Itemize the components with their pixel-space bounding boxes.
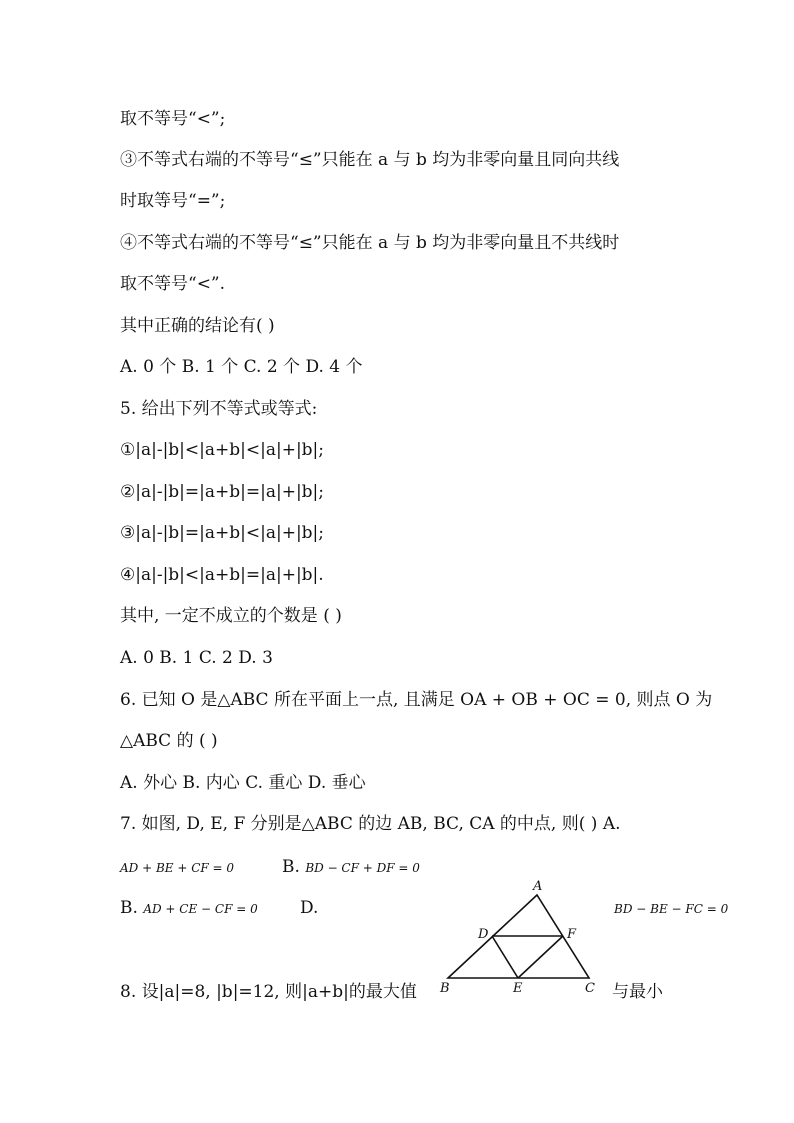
q7-option-b-expr: BD − CF + DF = 0 <box>305 861 420 875</box>
q7-option-a-expr: AD + BE + CF = 0 <box>120 861 235 875</box>
q5-options: A. 0 B. 1 C. 2 D. 3 <box>120 648 273 668</box>
q7-option-d-expr: BD − BE − FC = 0 <box>614 902 729 916</box>
q7-option-c-label: B. <box>120 898 138 918</box>
q5-question: 其中, 一定不成立的个数是 ( ) <box>120 606 342 626</box>
q7-option-b <box>282 855 420 880</box>
segment-ef <box>518 936 563 978</box>
q7-option-d-label: D. <box>300 898 319 918</box>
q5-stem: 5. 给出下列不等式或等式: <box>120 399 318 419</box>
q8-suffix: 与最小 <box>612 982 663 1002</box>
text-line-6: 其中正确的结论有( ) <box>120 316 275 336</box>
label-d: D <box>478 927 489 942</box>
q7-stem: 7. 如图, D, E, F 分别是△ABC 的边 AB, BC, CA 的中点, 则( ) A. <box>120 814 621 834</box>
label-c: C <box>585 981 595 996</box>
text-line-5: 取不等号“<”. <box>120 274 226 294</box>
label-f: F <box>567 927 577 942</box>
text-line-2: ③不等式右端的不等号“≤”只能在 a 与 b 均为非零向量且同向共线 <box>120 150 620 170</box>
q7-option-a <box>120 855 234 880</box>
q6-stem-2: △ABC 的 ( ) <box>120 731 218 751</box>
q5-item-4: ④|a|-|b|<|a+b|=|a|+|b|. <box>120 565 324 585</box>
text-line-4: ④不等式右端的不等号“≤”只能在 a 与 b 均为非零向量且不共线时 <box>120 233 620 253</box>
q7-option-b-label: B. <box>282 857 300 877</box>
label-e: E <box>513 981 523 996</box>
q7-option-c <box>120 896 258 921</box>
q7-option-c-expr: AD + CE − CF = 0 <box>143 902 258 916</box>
q5-item-2: ②|a|-|b|=|a+b|=|a|+|b|; <box>120 482 325 502</box>
q6-stem: 6. 已知 O 是△ABC 所在平面上一点, 且满足 OA + OB + OC = 0, 则点 O 为 <box>120 690 713 710</box>
q8-prefix: 8. 设|a|=8, |b|=12, 则|a+b|的最大值 <box>120 982 417 1002</box>
q6-options: A. 外心 B. 内心 C. 重心 D. 垂心 <box>120 773 366 793</box>
label-b: B <box>440 981 450 996</box>
text-line-1: 取不等号“<”; <box>120 109 226 129</box>
segment-de <box>492 936 518 978</box>
q5-item-1: ①|a|-|b|<|a+b|<|a|+|b|; <box>120 440 325 460</box>
text-line-3: 时取等号“=”; <box>120 191 226 211</box>
q5-item-3: ③|a|-|b|=|a+b|<|a|+|b|; <box>120 523 325 543</box>
q4-options: A. 0 个 B. 1 个 C. 2 个 D. 4 个 <box>120 357 363 377</box>
label-a: A <box>533 879 543 894</box>
triangle-figure <box>436 876 606 1000</box>
